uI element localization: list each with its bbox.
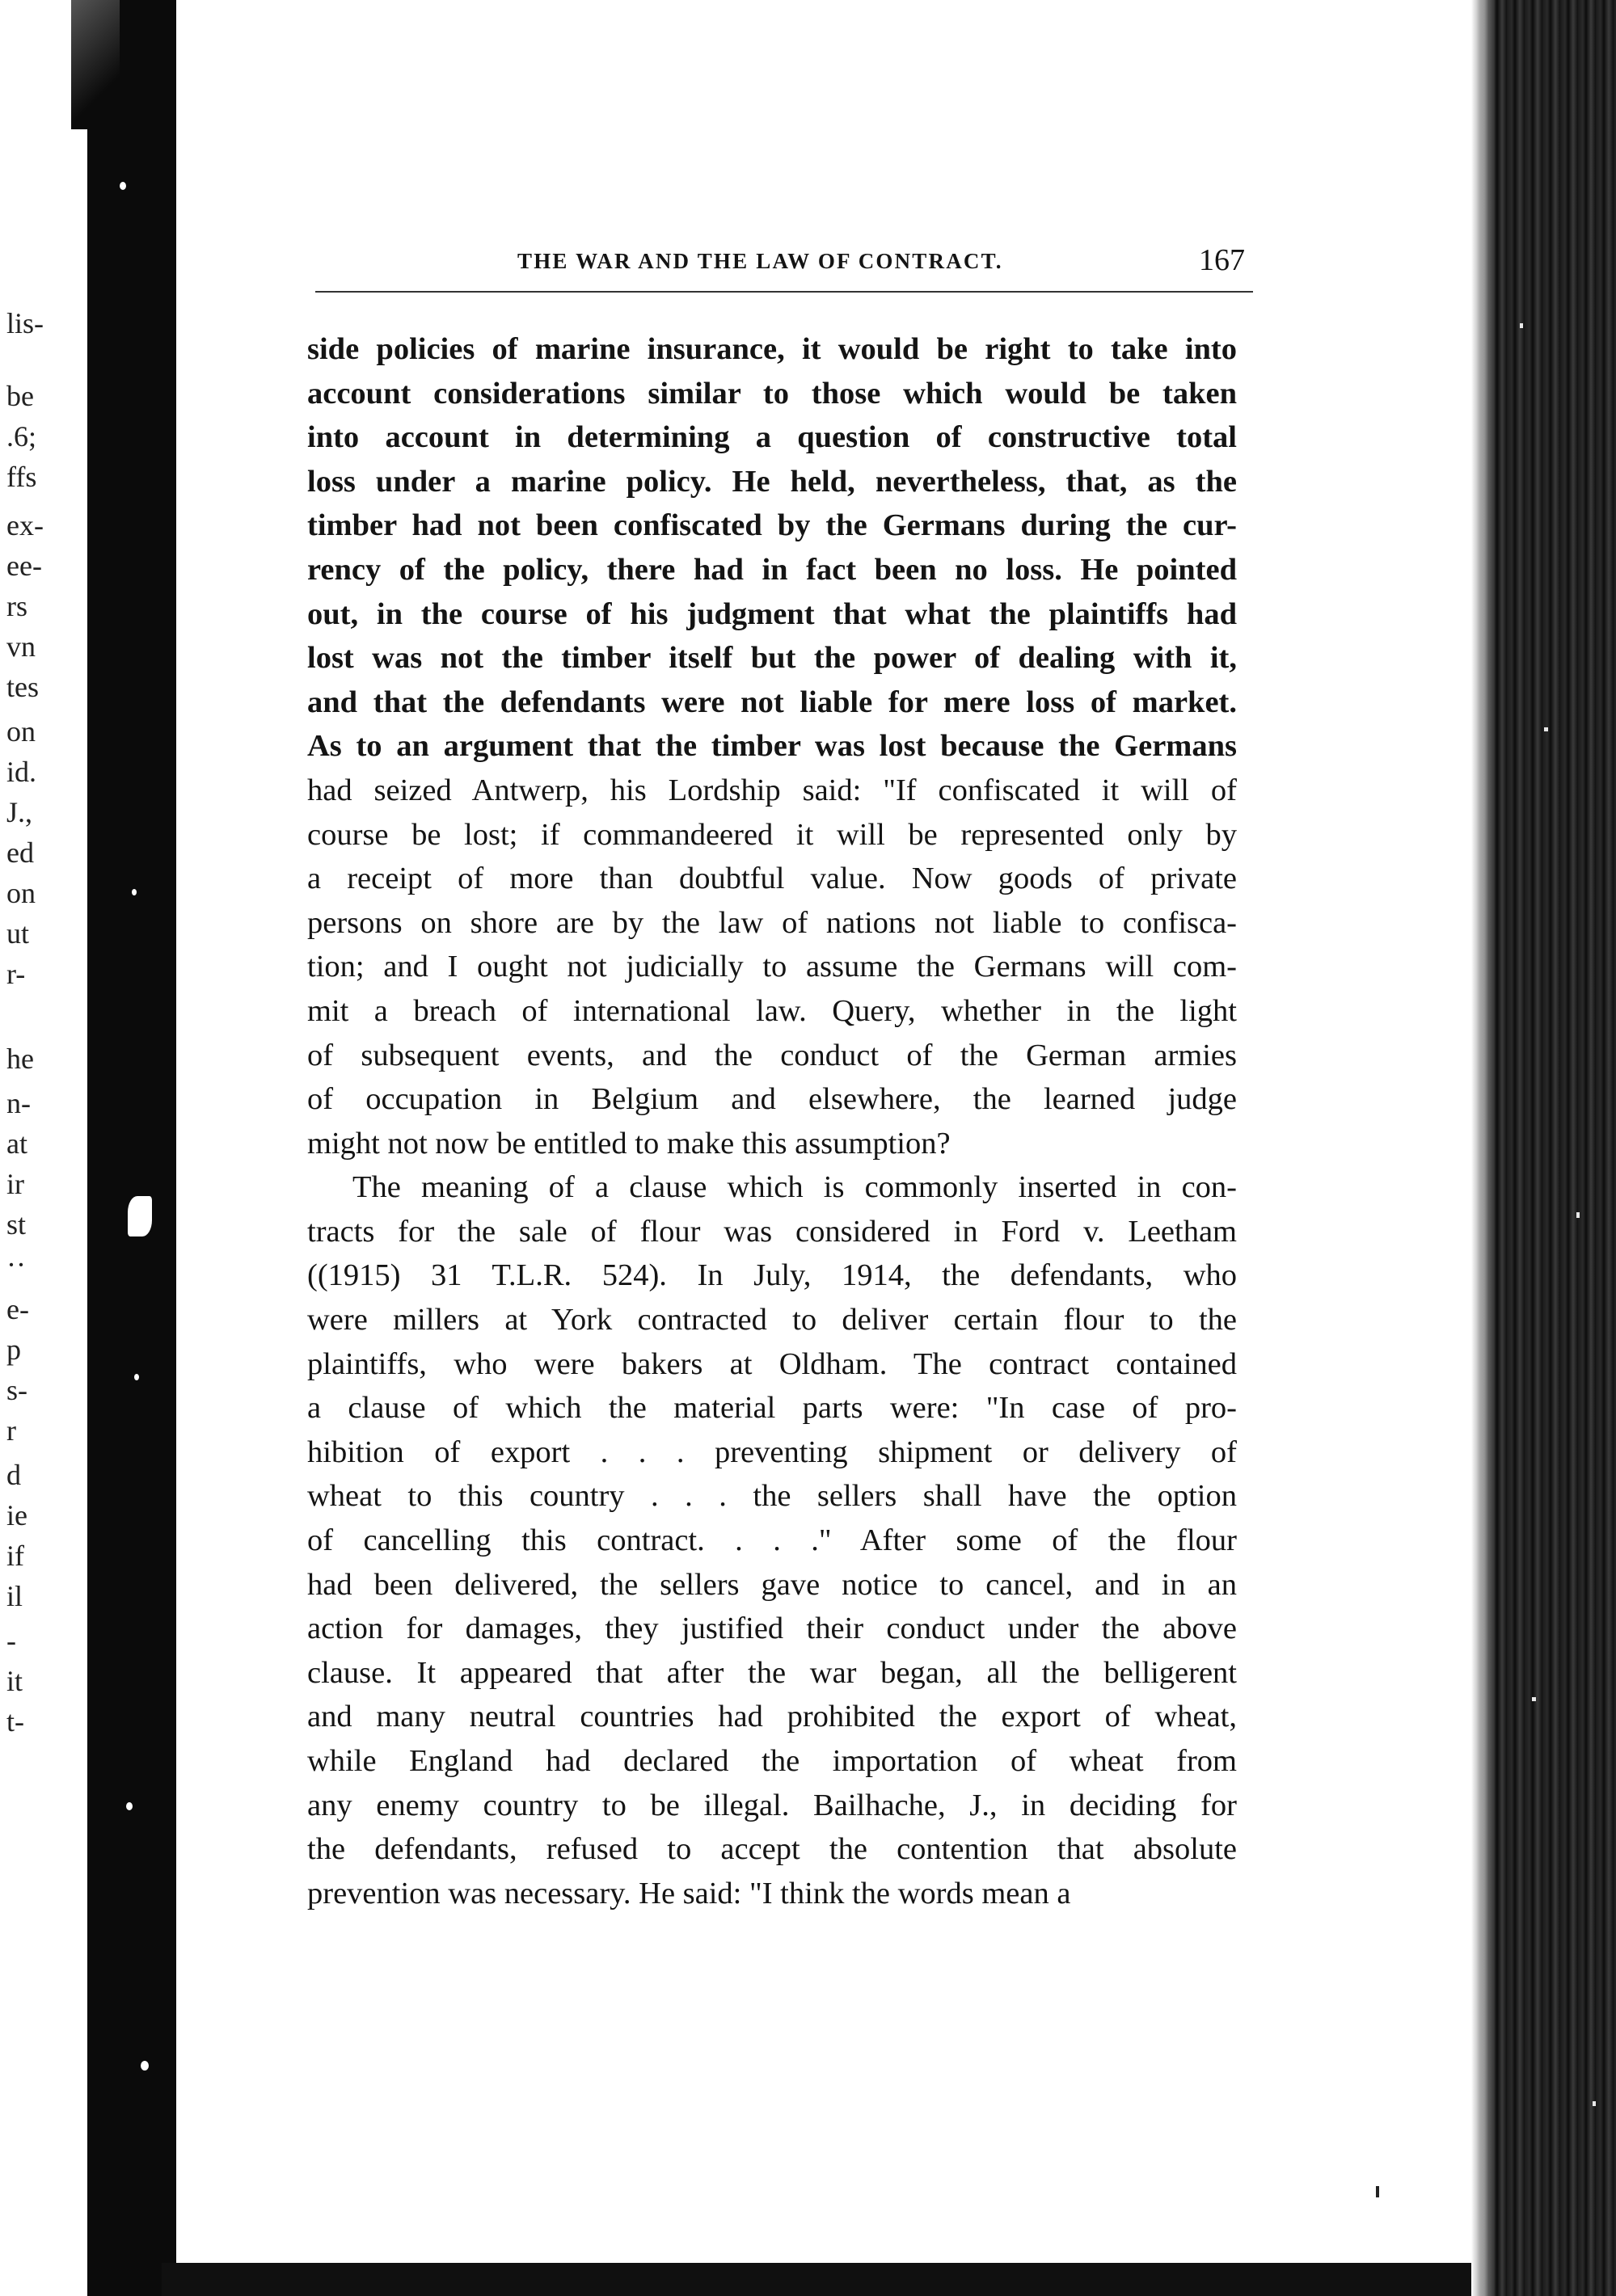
margin-fragment: if (6, 1540, 24, 1572)
margin-fragment: ie (6, 1499, 27, 1531)
header-rule (315, 291, 1253, 293)
margin-fragment: be (6, 380, 34, 412)
margin-fragment: ex- (6, 509, 44, 541)
text-line: any enemy country to be illegal. Bailhache, J., in deciding for (307, 1788, 1237, 1822)
text-line: plaintiffs, who were bakers at Oldham. The contract contained (307, 1346, 1237, 1381)
margin-fragment: ·· (6, 1249, 26, 1281)
page-mark (1376, 2186, 1379, 2197)
body-text (307, 327, 1237, 1915)
text-line: tion; and I ought not judicially to assume the Germans will com- (307, 950, 1237, 984)
text-line: hibition of export . . . preventing shipment or delivery of (307, 1434, 1237, 1469)
margin-fragment: d (6, 1459, 21, 1491)
margin-fragment: it (6, 1665, 23, 1697)
page-number: 167 (1199, 243, 1245, 277)
text-line: timber had not been confiscated by the Germans during the cur- (307, 508, 1237, 543)
margin-fragment: r- (6, 958, 26, 990)
text-line: wheat to this country . . . the sellers shall have the option (307, 1479, 1237, 1514)
text-line: out, in the course of his judgment that what the plaintiffs had (307, 596, 1237, 631)
margin-fragment: id. (6, 756, 37, 788)
text-line: of subsequent events, and the conduct of the German armies (307, 1038, 1237, 1072)
margin-fragment: p (6, 1333, 21, 1366)
text-line: and many neutral countries had prohibited the export of wheat, (307, 1700, 1237, 1734)
text-line: mit a breach of international law. Query, whether in the light (307, 993, 1237, 1028)
margin-fragment: ir (6, 1168, 24, 1200)
margin-fragment: n- (6, 1087, 31, 1119)
margin-fragment: st (6, 1208, 27, 1241)
margin-fragment: lis- (6, 307, 44, 339)
margin-fragment: e- (6, 1293, 29, 1325)
margin-fragment: s- (6, 1374, 27, 1406)
text-line: prevention was necessary. He said: "I think the words mean a (307, 1876, 1071, 1911)
binding-shadow-left (87, 0, 176, 2296)
text-line: loss under a marine policy. He held, nevertheless, that, as the (307, 464, 1237, 499)
running-head (315, 242, 1245, 283)
text-line: As to an argument that the timber was lost because the Germans (307, 729, 1237, 764)
margin-fragment: ffs (6, 461, 37, 493)
text-line: rency of the policy, there had in fact been no loss. He pointed (307, 552, 1237, 587)
margin-fragment: he (6, 1043, 34, 1075)
text-line: the defendants, refused to accept the contention that absolute (307, 1832, 1237, 1867)
text-line: account considerations similar to those which would be taken (307, 376, 1237, 411)
left-margin-strip (0, 0, 85, 2296)
text-line: clause. It appeared that after the war began, all the belligerent (307, 1655, 1237, 1690)
text-line: a clause of which the material parts were: "In case of pro- (307, 1391, 1237, 1426)
margin-fragment: on (6, 877, 36, 909)
margin-fragment: at (6, 1127, 27, 1160)
text-line: and that the defendants were not liable for mere loss of market. (307, 685, 1237, 719)
margin-fragment: vn (6, 630, 36, 663)
margin-fragment: rs (6, 590, 27, 622)
text-line: had seized Antwerp, his Lordship said: "If confiscated it will of (307, 773, 1237, 807)
margin-fragment: J., (6, 796, 33, 828)
text-line: The meaning of a clause which is commonly inserted in con- (352, 1170, 1237, 1205)
margin-fragment: tes (6, 671, 39, 703)
margin-fragment: on (6, 715, 36, 748)
adjacent-page-fragments (0, 0, 85, 2296)
text-line: might not now be entitled to make this assumption? (307, 1126, 951, 1161)
text-line: action for damages, they justified their conduct under the above (307, 1611, 1237, 1646)
text-line: ((1915) 31 T.L.R. 524). In July, 1914, the defendants, who (307, 1258, 1237, 1293)
bottom-scan-edge (162, 2263, 1471, 2296)
running-head-title: THE WAR AND THE LAW OF CONTRACT. (517, 249, 1003, 273)
margin-fragment: r (6, 1414, 16, 1447)
text-line: lost was not the timber itself but the power of dealing with it, (307, 641, 1237, 676)
margin-fragment: - (6, 1624, 16, 1657)
text-line: side policies of marine insurance, it would be right to take into (307, 332, 1237, 366)
margin-fragment: ee- (6, 550, 42, 582)
text-line: were millers at York contracted to deliver certain flour to the (307, 1303, 1237, 1338)
text-line: tracts for the sale of flour was considered in Ford v. Leetham (307, 1214, 1237, 1249)
margin-fragment: ed (6, 836, 34, 869)
margin-fragment: ut (6, 917, 30, 950)
margin-fragment: t- (6, 1705, 24, 1738)
text-line: into account in determining a question of constructive total (307, 420, 1237, 455)
text-line: of occupation in Belgium and elsewhere, the learned judge (307, 1082, 1237, 1117)
text-line: course be lost; if commandeered it will be represented only by (307, 817, 1237, 852)
text-line: a receipt of more than doubtful value. Now goods of private (307, 862, 1237, 896)
text-line: of cancelling this contract. . . ." After some of the flour (307, 1523, 1237, 1558)
text-line: had been delivered, the sellers gave notice to cancel, and in an (307, 1567, 1237, 1602)
binding-shadow-right (1471, 0, 1616, 2296)
text-line: while England had declared the importation of wheat from (307, 1744, 1237, 1778)
text-line: persons on shore are by the law of nations not liable to confisca- (307, 905, 1237, 940)
margin-fragment: .6; (6, 420, 37, 453)
margin-fragment: il (6, 1580, 23, 1612)
